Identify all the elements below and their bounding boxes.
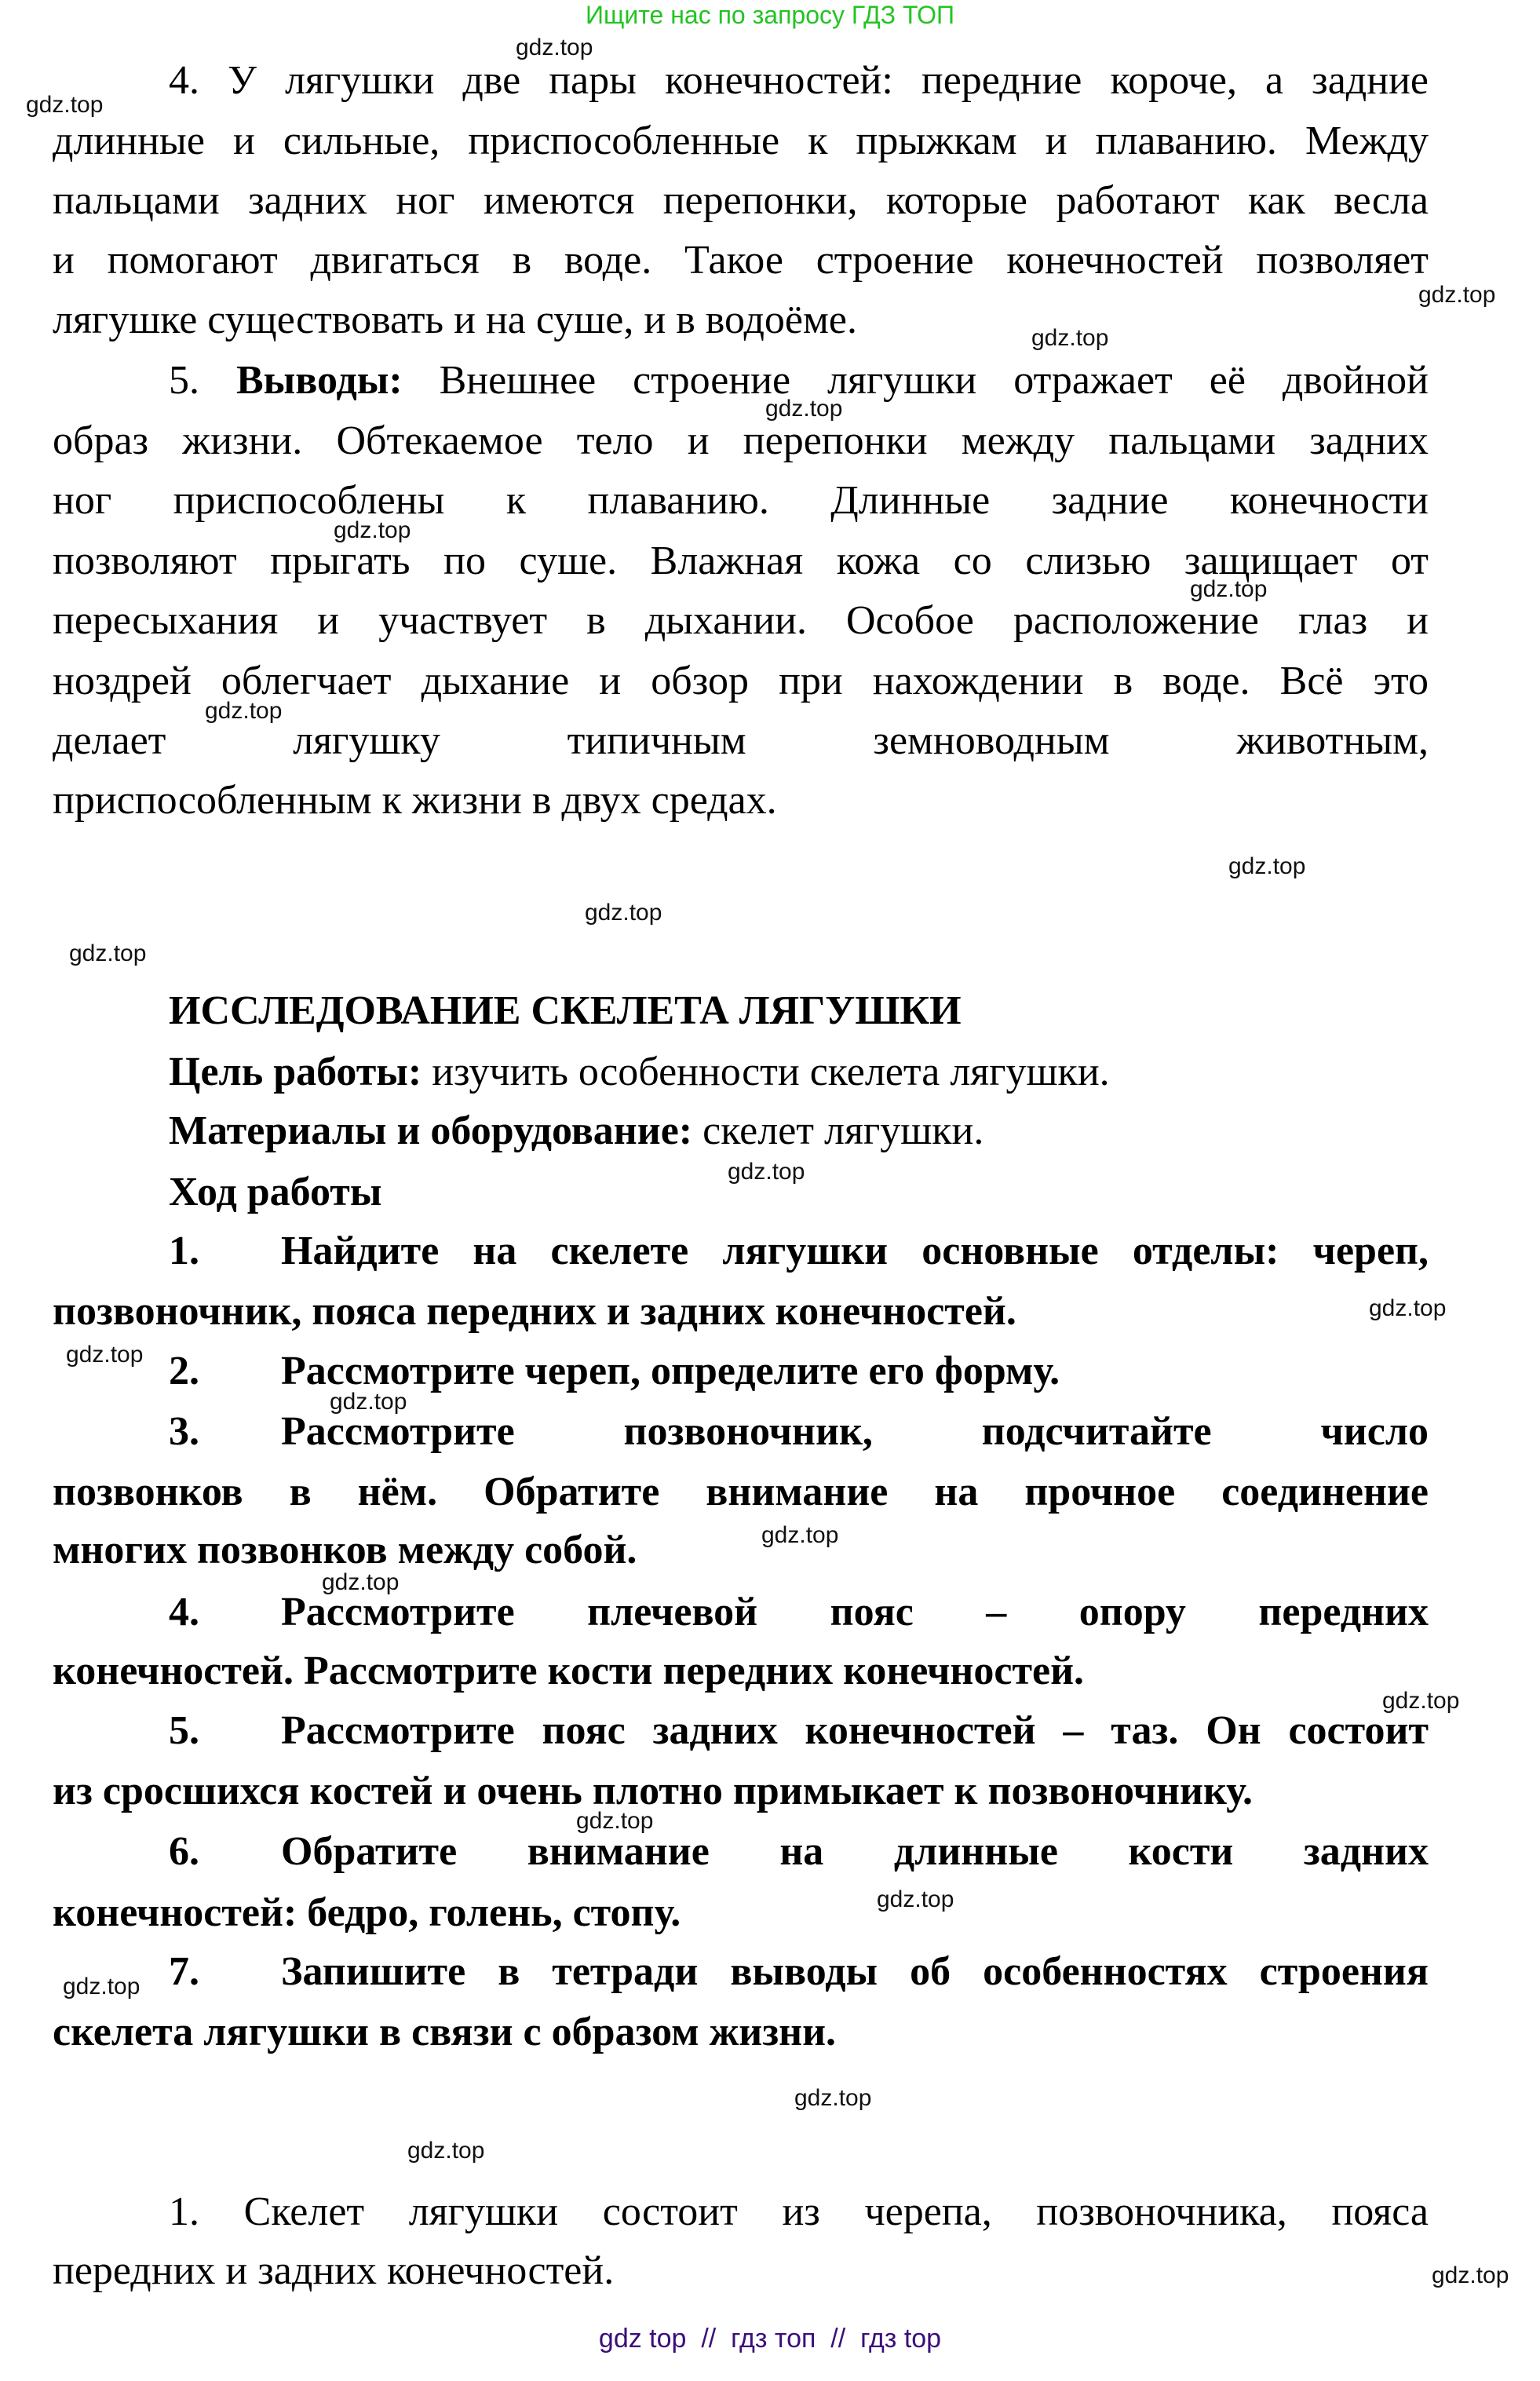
goal-label: Цель работы: [169,1050,422,1094]
step-2-line-1: 2. Рассмотрите череп, определите его форму. [169,1349,1060,1393]
item4-line-2: длинные и сильные, приспособленные к прыжкам и плаванию. Между [53,119,1429,163]
item5-line-4: позволяют прыгать по суше. Влажная кожа со слизью защищает от [53,539,1429,583]
watermark: gdz.top [794,2085,872,2111]
step-1-line-1: 1. Найдите на скелете лягушки основные отделы: череп, [169,1229,1429,1273]
item4-line-3: пальцами задних ног имеются перепонки, которые работают как весла [53,178,1429,223]
answer-line-1: 1. Скелет лягушки состоит из черепа, позвоночника, пояса [169,2189,1429,2234]
item5-line-8: приспособленным к жизни в двух средах. [53,778,777,823]
watermark: gdz.top [516,35,593,60]
item4-line-5: лягушке существовать и на суше, и в водоёме. [53,298,857,342]
step-6-line-2: конечностей: бедро, голень, стопу. [53,1890,681,1935]
conclusions-label: Выводы: [235,358,403,403]
watermark: gdz.top [26,92,104,118]
watermark: gdz.top [330,1389,407,1415]
step-5-line-2: из сросшихся костей и очень плотно примыкает к позвоночнику. [53,1769,1253,1813]
item4-line-4: и помогают двигаться в воде. Такое строение конечностей позволяет [53,238,1429,283]
item5-line-5: пересыхания и участвует в дыхании. Особое расположение глаз и [53,598,1429,643]
item5-number: 5. [169,358,199,403]
procedure-label: Ход работы [169,1170,382,1214]
step-3-line-2: позвонков в нём. Обратите внимание на прочное соединение [53,1470,1429,1514]
watermark: gdz.top [585,900,662,926]
item5-line-6: ноздрей облегчает дыхание и обзор при нахождении в воде. Всё это [53,659,1429,703]
step-6-line-1: 6. Обратите внимание на длинные кости задних [169,1829,1429,1874]
footer-links: gdz top // гдз топ // гдз top [598,2324,942,2354]
watermark: gdz.top [765,396,843,422]
promo-header: Ищите нас по запросу ГДЗ ТОП [586,1,954,29]
watermark: gdz.top [322,1569,400,1595]
watermark: gdz.top [576,1808,654,1834]
materials-label: Материалы и оборудование: [169,1108,693,1153]
step-7-line-2: скелета лягушки в связи с образом жизни. [53,2010,837,2054]
item5-first-text: Внешнее строение лягушки отражает её двойной [439,358,1429,403]
step-7-line-1: 7. Запишите в тетради выводы об особенностях строения [169,1949,1429,1994]
step-5-line-1: 5. Рассмотрите пояс задних конечностей – таз. Он состоит [169,1708,1429,1753]
watermark: gdz.top [1228,853,1306,879]
watermark: gdz.top [1190,576,1268,602]
watermark: gdz.top [69,940,147,966]
materials-text: скелет лягушки. [702,1108,984,1153]
step-3-line-3: многих позвонков между собой. [53,1528,637,1572]
watermark: gdz.top [407,2138,485,2164]
watermark: gdz.top [1418,282,1496,308]
item5-line-7: делает лягушку типичным земноводным животным, [53,718,1429,763]
watermark: gdz.top [334,517,411,543]
watermark: gdz.top [1031,325,1109,351]
goal-text: изучить особенности скелета лягушки. [432,1050,1110,1094]
watermark: gdz.top [205,698,283,724]
lab-goal [169,1049,1110,1096]
answer-line-2: передних и задних конечностей. [53,2248,615,2293]
item5-line-2: образ жизни. Обтекаемое тело и перепонки между пальцами задних [53,418,1429,463]
item5-line-3: ног приспособлены к плаванию. Длинные задние конечности [53,478,1429,523]
step-4-line-2: конечностей. Рассмотрите кости передних конечностей. [53,1649,1085,1693]
watermark: gdz.top [1432,2262,1509,2288]
lab-title: ИССЛЕДОВАНИЕ СКЕЛЕТА ЛЯГУШКИ [169,988,962,1033]
watermark: gdz.top [877,1886,954,1912]
step-1-line-2: позвоночник, пояса передних и задних конечностей. [53,1289,1016,1334]
watermark: gdz.top [1382,1688,1460,1714]
step-4-line-1: 4. Рассмотрите плечевой пояс – опору передних [169,1590,1429,1634]
watermark: gdz.top [761,1522,839,1548]
step-3-line-1: 3. Рассмотрите позвоночник, подсчитайте число [169,1409,1429,1454]
watermark: gdz.top [728,1159,805,1185]
item4-line-1: 4. У лягушки две пары конечностей: передние короче, а задние [169,58,1429,103]
watermark: gdz.top [63,1974,140,1999]
watermark: gdz.top [66,1342,144,1368]
watermark: gdz.top [1369,1295,1447,1321]
lab-materials [169,1108,983,1155]
